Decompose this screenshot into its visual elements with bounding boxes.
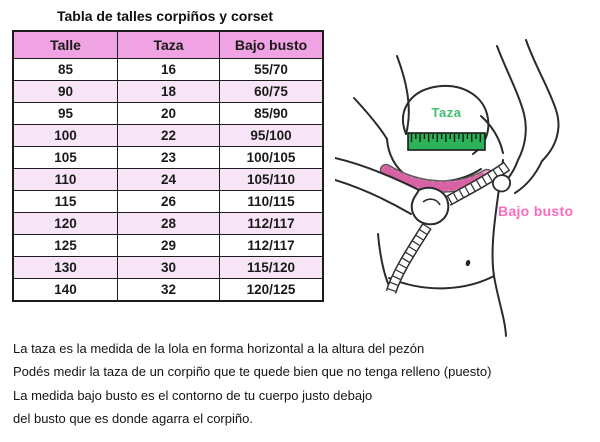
left-shoulder-line	[354, 98, 387, 139]
table-cell: 115/120	[220, 257, 324, 279]
table-cell: 26	[118, 191, 220, 213]
table-cell: 112/117	[220, 235, 324, 257]
table-cell: 90	[13, 81, 118, 103]
note-line: Podés medir la taza de un corpiño que te quede bien que no tenga relleno (puesto)	[13, 364, 492, 380]
table-row	[13, 59, 323, 81]
navel-dot	[465, 259, 471, 266]
col-header-talle: Talle	[13, 31, 118, 59]
col-header-bajo-busto: Bajo busto	[220, 31, 324, 59]
table-cell: 22	[118, 125, 220, 147]
table-cell: 29	[118, 235, 220, 257]
table-cell: 55/70	[220, 59, 324, 81]
size-table-header	[13, 31, 323, 59]
table-cell: 18	[118, 81, 220, 103]
table-cell: 130	[13, 257, 118, 279]
right-hand	[493, 175, 510, 191]
table-row	[13, 191, 323, 213]
table-cell: 95	[13, 103, 118, 125]
note-line: La taza es la medida de la lola en forma horizontal a la altura del pezón	[13, 341, 425, 356]
table-cell: 32	[118, 279, 220, 302]
table-cell: 120	[13, 213, 118, 235]
table-cell: 30	[118, 257, 220, 279]
torso-illustration	[335, 20, 600, 340]
page-title: Tabla de talles corpiños y corset	[56, 8, 274, 24]
note-line: La medida bajo busto es el contorno de tu cuerpo justo debajo	[13, 387, 373, 403]
table-cell: 85/90	[220, 103, 324, 125]
table-cell: 23	[118, 147, 220, 169]
table-cell: 28	[118, 213, 220, 235]
hand-fist	[412, 188, 448, 224]
taza-label: Taza	[431, 105, 462, 120]
table-row	[13, 147, 323, 169]
table-cell: 24	[118, 169, 220, 191]
table-cell: 140	[13, 279, 118, 302]
table-row	[13, 169, 323, 191]
measurement-notes	[13, 337, 573, 431]
table-row	[13, 125, 323, 147]
table-cell: 100/105	[220, 147, 324, 169]
table-cell: 105/110	[220, 169, 324, 191]
table-cell: 120/125	[220, 279, 324, 302]
table-cell: 125	[13, 235, 118, 257]
table-row	[13, 81, 323, 103]
col-header-taza: Taza	[118, 31, 220, 59]
table-row	[13, 279, 323, 302]
bajo-busto-label: Bajo busto	[498, 203, 574, 219]
table-cell: 60/75	[220, 81, 324, 103]
taza-ruler	[408, 133, 485, 150]
table-row	[13, 257, 323, 279]
table-cell: 100	[13, 125, 118, 147]
size-table	[12, 30, 324, 302]
raised-arm-outer-line	[515, 40, 558, 193]
table-cell: 95/100	[220, 125, 324, 147]
hip-curve	[389, 276, 494, 288]
table-cell: 85	[13, 59, 118, 81]
header-row	[13, 31, 323, 59]
table-cell: 110/115	[220, 191, 324, 213]
measurement-illustration	[335, 20, 600, 340]
table-row	[13, 213, 323, 235]
table-cell: 16	[118, 59, 220, 81]
table-cell: 112/117	[220, 213, 324, 235]
note-line: del busto que es donde agarra el corpiño.	[13, 411, 253, 427]
torso-left-edge	[378, 234, 389, 286]
table-cell: 115	[13, 191, 118, 213]
table-cell: 105	[13, 147, 118, 169]
size-table-body	[13, 59, 323, 302]
table-row	[13, 235, 323, 257]
table-cell: 110	[13, 169, 118, 191]
table-row	[13, 103, 323, 125]
table-cell: 20	[118, 103, 220, 125]
